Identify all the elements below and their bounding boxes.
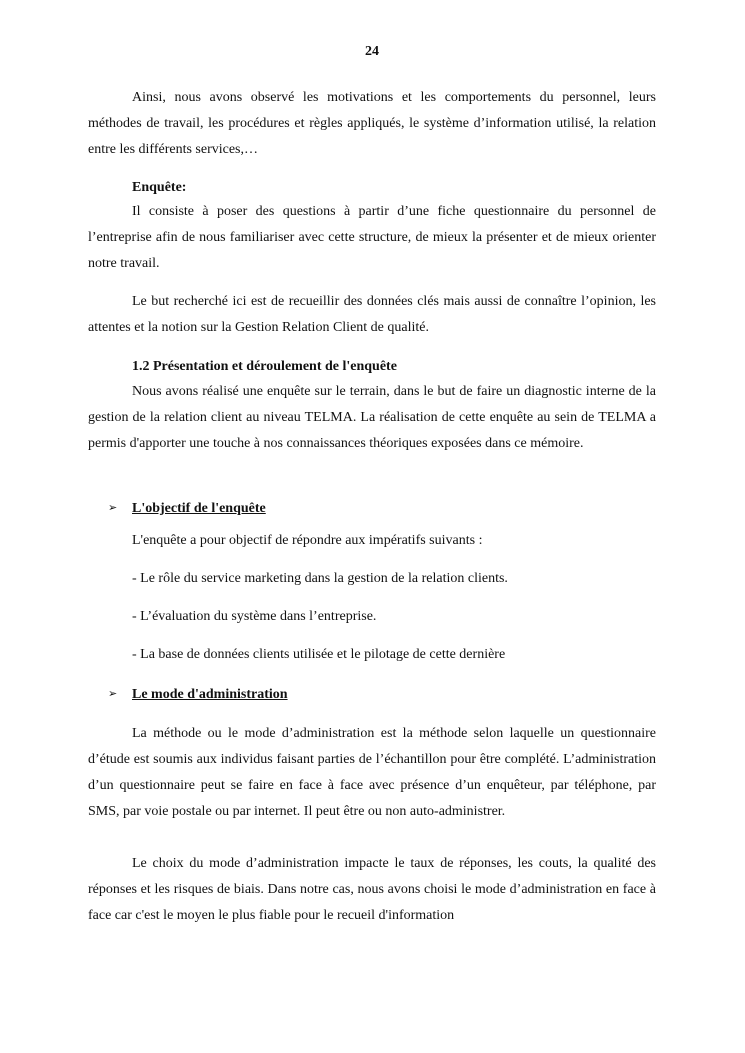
bullet-heading-objective: [108, 498, 266, 519]
paragraph-observation: Ainsi, nous avons observé les motivations et les comportements du personnel, leurs méthodes de travail, les procédures et règles appliqués, le système d’information utilisé, la relation entre les différents services,…: [88, 90, 656, 157]
paragraph-administration-method: La méthode ou le mode d’administration est la méthode selon laquelle un questionnaire d’étude est soumis aux individus faisant parties de l’échantillon pour être complété. L’administration d’un questionnaire peut se faire en face à face avec présence d’un enquêteur, par téléphone, par SMS, par voie postale ou par internet. Il peut être ou non auto-administrer.: [88, 726, 656, 819]
objective-item: - La base de données clients utilisée et le pilotage de cette dernière: [132, 647, 506, 662]
objective-intro: L'enquête a pour objectif de répondre aux impératifs suivants :: [132, 533, 483, 548]
arrow-bullet-icon: ➢: [108, 687, 118, 700]
arrow-bullet-icon: ➢: [108, 501, 118, 514]
section-title: 1.2 Présentation et déroulement de l'enquête: [132, 359, 397, 374]
paragraph-survey-presentation: Nous avons réalisé une enquête sur le terrain, dans le but de faire un diagnostic interne de la gestion de la relation client au niveau TELMA. La réalisation de cette enquête au sein de TELMA a permis d'apporter une touche à nos connaissances théoriques exposées dans ce mémoire.: [88, 384, 656, 451]
paragraph-administration-choice: Le choix du mode d’administration impacte le taux de réponses, les couts, la qualité des réponses et les risques de biais. Dans notre cas, nous avons choisi le mode d’administration en face à face car c'est le moyen le plus fiable pour le recueil d'information: [88, 856, 656, 923]
paragraph-enquete-goal: Le but recherché ici est de recueillir des données clés mais aussi de connaître l’opinion, les attentes et la notion sur la Gestion Relation Client de qualité.: [88, 294, 656, 335]
enquete-heading: Enquête:: [132, 180, 187, 195]
administration-heading-label: Le mode d'administration: [132, 687, 288, 702]
objective-item: - Le rôle du service marketing dans la gestion de la relation clients.: [132, 571, 508, 586]
objective-item: - L’évaluation du système dans l’entreprise.: [132, 609, 377, 624]
bullet-heading-administration: [108, 684, 288, 705]
page-number: 24: [365, 44, 379, 59]
objective-heading-label: L'objectif de l'enquête: [132, 501, 266, 516]
paragraph-enquete-definition: Il consiste à poser des questions à partir d’une fiche questionnaire du personnel de l’entreprise afin de nous familiariser avec cette structure, de mieux la présenter et de mieux orienter notre travail.: [88, 204, 656, 271]
